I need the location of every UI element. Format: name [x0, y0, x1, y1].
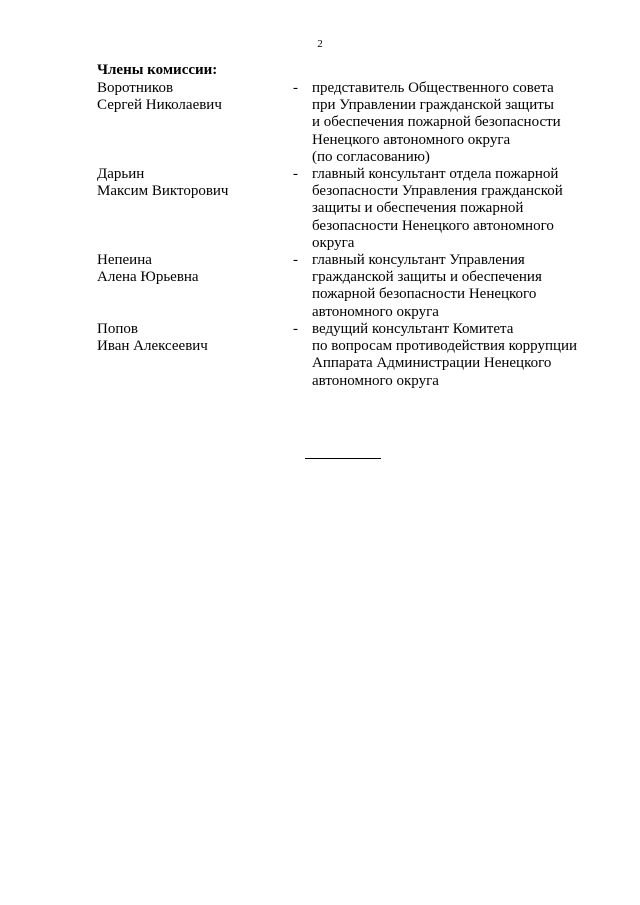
member-given-names: Максим Викторович — [97, 183, 229, 200]
member-surname: Непеина — [97, 252, 152, 268]
member-name — [97, 166, 287, 200]
description-line: по вопросам противодействия коррупции — [312, 338, 578, 355]
description-line: гражданской защиты и обеспечения — [312, 269, 542, 286]
closing-rule — [305, 458, 381, 459]
member-description — [312, 321, 612, 390]
description-line: округа — [312, 234, 355, 251]
description-line: (по согласованию) — [312, 148, 430, 165]
member-name — [97, 321, 287, 355]
description-line: безопасности Управления гражданской — [312, 183, 563, 200]
description-line: ведущий консультант Комитета — [312, 321, 514, 337]
description-line: главный консультант отдела пожарной — [312, 166, 559, 182]
description-line: Ненецкого автономного округа — [312, 131, 511, 148]
member-dash: - — [293, 321, 298, 337]
page-number: 2 — [317, 38, 323, 50]
description-line: безопасности Ненецкого автономного — [312, 217, 554, 234]
member-name — [97, 80, 287, 114]
description-line: защиты и обеспечения пожарной — [312, 200, 524, 217]
member-dash: - — [293, 80, 298, 96]
description-line: при Управлении гражданской защиты — [312, 97, 554, 114]
member-description — [312, 166, 612, 252]
description-line: представитель Общественного совета — [312, 80, 554, 96]
member-name — [97, 252, 287, 286]
description-line: автономного округа — [312, 303, 439, 320]
description-line: Аппарата Администрации Ненецкого — [312, 355, 552, 372]
member-dash: - — [293, 166, 298, 182]
member-surname: Попов — [97, 321, 138, 337]
member-surname: Воротников — [97, 80, 174, 96]
member-given-names: Иван Алексеевич — [97, 338, 208, 355]
member-description — [312, 252, 612, 321]
description-line: главный консультант Управления — [312, 252, 525, 268]
description-line: автономного округа — [312, 372, 439, 389]
member-given-names: Алена Юрьевна — [97, 269, 199, 286]
description-line: и обеспечения пожарной безопасности — [312, 114, 561, 131]
member-surname: Дарьин — [97, 166, 145, 182]
member-description — [312, 80, 612, 166]
member-dash: - — [293, 252, 298, 268]
description-line: пожарной безопасности Ненецкого — [312, 286, 537, 303]
member-given-names: Сергей Николаевич — [97, 97, 222, 114]
section-heading: Члены комиссии: — [97, 62, 218, 78]
